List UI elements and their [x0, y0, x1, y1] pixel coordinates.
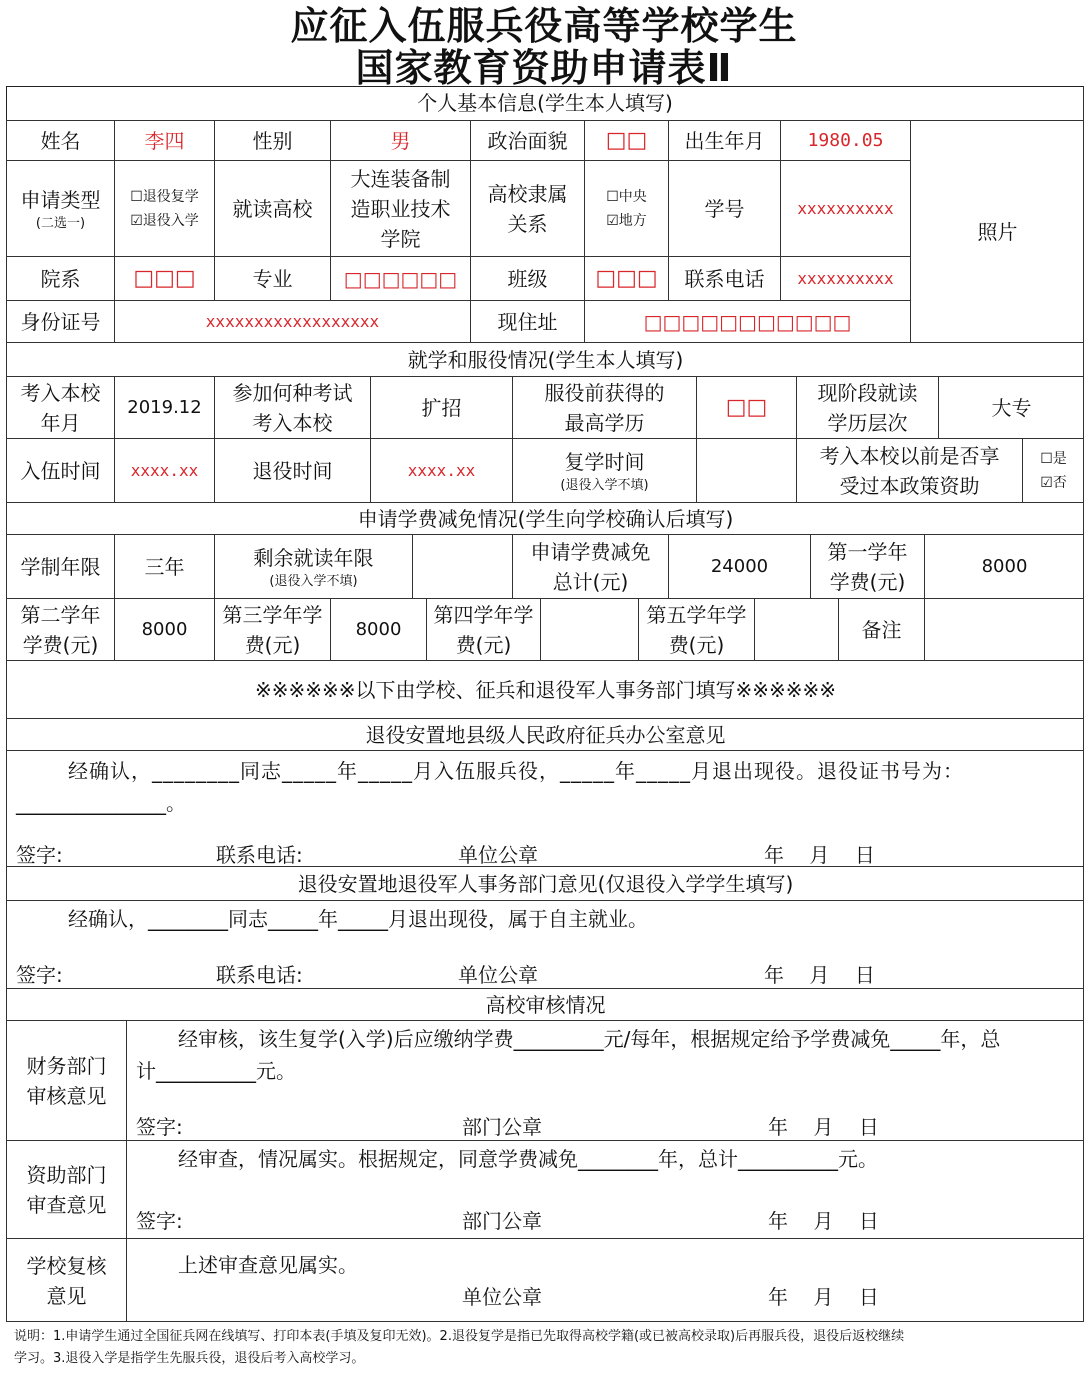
major-value: □□□□□□ — [330, 256, 470, 300]
address-value: □□□□□□□□□□□ — [584, 300, 910, 342]
conscription-sign: 签字: — [16, 843, 63, 867]
total-reduction-label: 申请学费减免总计(元) — [512, 534, 668, 598]
apply-type-sub: (二选一) — [35, 215, 86, 231]
remaining-years-sub: (退役入学不填) — [269, 573, 358, 589]
enroll-date-label: 考入本校年月 — [6, 376, 114, 438]
remarks-label: 备注 — [838, 598, 924, 660]
apply-type-text: 申请类型 — [20, 187, 101, 212]
veterans-seal: 单位公章 — [458, 963, 538, 987]
option-yes[interactable]: ☐是 — [1040, 450, 1067, 467]
official-section-banner: ※※※※※※以下由学校、征兵和退役军人事务部门填写※※※※※※ — [6, 660, 1084, 718]
aid-seal: 部门公章 — [462, 1209, 542, 1233]
finance-label: 财务部门审核意见 — [6, 1020, 126, 1140]
enlist-time-label: 入伍时间 — [6, 438, 114, 502]
photo-label: 照片 — [977, 219, 1018, 244]
year4-fee-value — [540, 598, 638, 660]
form-notes — [14, 1326, 1080, 1370]
prior-aid-label: 考入本校以前是否享受过本政策资助 — [796, 438, 1022, 502]
veterans-tel: 联系电话: — [216, 963, 303, 987]
address-label: 现住址 — [470, 300, 584, 342]
class-label: 班级 — [470, 256, 584, 300]
option-resume-study[interactable]: ☐退役复学 — [130, 188, 199, 205]
tel-label: 联系电话 — [668, 256, 780, 300]
year2-fee-value: 8000 — [114, 598, 214, 660]
education-value: □□ — [696, 376, 796, 438]
school-review-date: 年 月 日 — [768, 1285, 879, 1309]
year2-fee-label: 第二学年学费(元) — [6, 598, 114, 660]
conscription-line1: 经确认，________同志_____年_____月入伍服兵役，_____年_____月退出现役。退役证书号为： — [68, 759, 964, 783]
name-label: 姓名 — [6, 120, 114, 160]
option-central[interactable]: ☐中央 — [606, 188, 647, 205]
veterans-date: 年 月 日 — [764, 963, 875, 987]
form-title-line1: 应征入伍服兵役高等学校学生 — [290, 4, 798, 48]
note-line2: 学习。3.退役入学是指学生先服兵役，退役后考入高校学习。 — [14, 1351, 365, 1366]
conscription-seal: 单位公章 — [458, 843, 538, 867]
conscription-tel: 联系电话: — [216, 843, 303, 867]
frame-bottom — [6, 1321, 1084, 1322]
school-review-line1: 上述审查意见属实。 — [178, 1253, 358, 1277]
remaining-years-value — [412, 534, 512, 598]
enroll-date-value: 2019.12 — [114, 376, 214, 438]
form-title-line2: 国家教育资助申请表Ⅱ — [355, 46, 733, 90]
aid-date: 年 月 日 — [768, 1209, 879, 1233]
year3-fee-value: 8000 — [330, 598, 426, 660]
study-level-label: 现阶段就读学历层次 — [796, 376, 938, 438]
resume-time-label — [512, 438, 696, 502]
apply-type-label — [6, 160, 114, 256]
section-school-review: 高校审核情况 — [6, 988, 1084, 1020]
year1-fee-value: 8000 — [924, 534, 1084, 598]
finance-line2: 计__________元。 — [136, 1059, 296, 1083]
school-value: 大连装备制造职业技术学院 — [330, 160, 470, 256]
frame-right — [1083, 86, 1084, 1322]
school-review-label: 学校复核意见 — [6, 1238, 126, 1322]
school-label: 就读高校 — [214, 160, 330, 256]
birth-value: 1980.05 — [780, 120, 910, 160]
year4-fee-label: 第四学年学费(元) — [426, 598, 540, 660]
resume-time-sub: (退役入学不填) — [560, 477, 649, 493]
total-reduction-value: 24000 — [668, 534, 810, 598]
section-tuition: 申请学费减免情况(学生向学校确认后填写) — [6, 502, 1084, 534]
section-study-service: 就学和服役情况(学生本人填写) — [6, 342, 1084, 376]
sex-value: 男 — [330, 120, 470, 160]
enlist-time-value: xxxx.xx — [114, 438, 214, 502]
affiliation-options — [584, 160, 668, 256]
apply-type-options — [114, 160, 214, 256]
aid-line1: 经审查，情况属实。根据规定，同意学费减免________年，总计__________元。 — [178, 1147, 878, 1171]
year5-fee-value — [754, 598, 838, 660]
major-label: 专业 — [214, 256, 330, 300]
section-conscription-office: 退役安置地县级人民政府征兵办公室意见 — [6, 718, 1084, 750]
option-no[interactable]: ☑否 — [1040, 474, 1067, 491]
birth-label: 出生年月 — [668, 120, 780, 160]
remarks-value — [924, 598, 1084, 660]
year3-fee-label: 第三学年学费(元) — [214, 598, 330, 660]
dept-label: 院系 — [6, 256, 114, 300]
student-id-value: xxxxxxxxxx — [780, 160, 910, 256]
discharge-time-value: xxxx.xx — [370, 438, 512, 502]
education-label: 服役前获得的最高学历 — [512, 376, 696, 438]
program-length-value: 三年 — [114, 534, 214, 598]
school-review-seal: 单位公章 — [462, 1285, 542, 1309]
option-enter-study[interactable]: ☑退役入学 — [130, 212, 199, 229]
tel-value: xxxxxxxxxx — [780, 256, 910, 300]
remaining-years-text: 剩余就读年限 — [253, 545, 374, 570]
finance-line1: 经审核，该生复学(入学)后应缴纳学费_________元/每年，根据规定给予学费减免_____年，总 — [178, 1027, 1001, 1051]
program-length-label: 学制年限 — [6, 534, 114, 598]
id-card-value: xxxxxxxxxxxxxxxxxx — [114, 300, 470, 342]
class-value: □□□ — [584, 256, 668, 300]
finance-date: 年 月 日 — [768, 1115, 879, 1139]
section-basic-info: 个人基本信息(学生本人填写) — [417, 91, 673, 115]
note-line1: 说明：1.申请学生通过全国征兵网在线填写、打印本表(手填及复印无效)。2.退役复学是指已先取得高校学籍(或已被高校录取)后再服兵役，退役后返校继续 — [14, 1329, 905, 1344]
option-local[interactable]: ☑地方 — [606, 212, 647, 229]
prior-aid-options — [1022, 438, 1084, 502]
photo-box — [910, 120, 1084, 342]
student-id-label: 学号 — [668, 160, 780, 256]
finance-seal: 部门公章 — [462, 1115, 542, 1139]
veterans-line1: 经确认，________同志_____年_____月退出现役，属于自主就业。 — [68, 907, 648, 931]
finance-sign: 签字: — [136, 1115, 183, 1139]
id-card-label: 身份证号 — [6, 300, 114, 342]
veterans-sign: 签字: — [16, 963, 63, 987]
conscription-line2: _______________。 — [16, 791, 186, 815]
exam-type-label: 参加何种考试考入本校 — [214, 376, 370, 438]
resume-time-value — [696, 438, 796, 502]
resume-time-text: 复学时间 — [564, 449, 645, 474]
sex-label: 性别 — [214, 120, 330, 160]
year1-fee-label: 第一学年学费(元) — [810, 534, 924, 598]
discharge-time-label: 退役时间 — [214, 438, 370, 502]
aid-sign: 签字: — [136, 1209, 183, 1233]
section-veterans-affairs: 退役安置地退役军人事务部门意见(仅退役入学学生填写) — [6, 866, 1084, 900]
political-value: □□ — [584, 120, 668, 160]
aid-label: 资助部门审查意见 — [6, 1140, 126, 1238]
political-label: 政治面貌 — [470, 120, 584, 160]
year5-fee-label: 第五学年学费(元) — [638, 598, 754, 660]
exam-type-value: 扩招 — [370, 376, 512, 438]
conscription-date: 年 月 日 — [764, 843, 875, 867]
study-level-value: 大专 — [938, 376, 1084, 438]
remaining-years-label — [214, 534, 412, 598]
affiliation-label: 高校隶属关系 — [470, 160, 584, 256]
dept-value: □□□ — [114, 256, 214, 300]
name-value: 李四 — [114, 120, 214, 160]
